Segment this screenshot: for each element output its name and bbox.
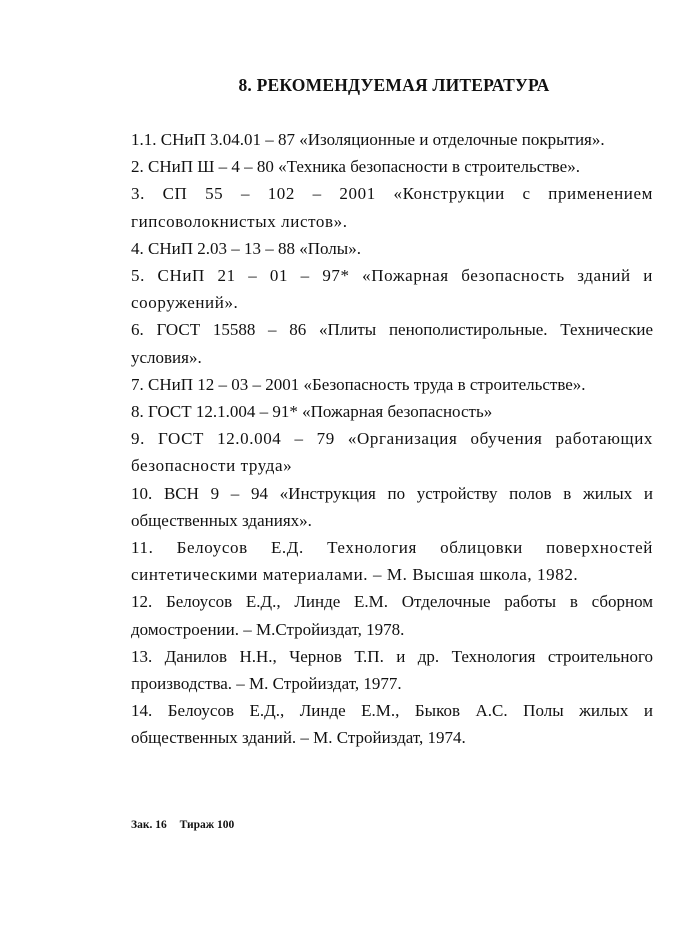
reference-item: 2. СНиП Ш – 4 – 80 «Техника безопасности в строительстве».: [131, 157, 580, 177]
reference-list: [131, 126, 653, 752]
reference-item: 1.1. СНиП 3.04.01 – 87 «Изоляционные и отделочные покрытия».: [131, 130, 605, 149]
section-title: 8. РЕКОМЕНДУЕМАЯ ЛИТЕРАТУРА: [238, 75, 550, 95]
order-number: Зак. 16: [131, 819, 167, 831]
reference-item: 10. ВСН 9 – 94 «Инструкция по устройству полов в жилых и общественных зданиях».: [131, 483, 653, 530]
reference-item: 13. Данилов Н.Н., Чернов Т.П. и др. Технология строительного производства. – М. Стройиздат, 1977.: [131, 646, 653, 694]
reference-item: 14. Белоусов Е.Д., Линде Е.М., Быков А.С. Полы жилых и общественных зданий. – М. Стройиздат, 1974.: [131, 701, 653, 748]
reference-item: 9. ГОСТ 12.0.004 – 79 «Организация обучения работающих безопасности труда»: [131, 429, 653, 476]
reference-item: 3. СП 55 – 102 – 2001 «Конструкции с применением гипсоволокнистых листов».: [131, 184, 653, 231]
print-footer: [131, 819, 234, 831]
reference-item: 5. СНиП 21 – 01 – 97* «Пожарная безопасность зданий и сооружений».: [131, 266, 653, 313]
reference-item: 8. ГОСТ 12.1.004 – 91* «Пожарная безопасность»: [131, 402, 493, 422]
reference-item: 4. СНиП 2.03 – 13 – 88 «Полы».: [131, 238, 361, 258]
reference-item: 6. ГОСТ 15588 – 86 «Плиты пенополистирольные. Технические условия».: [131, 320, 653, 367]
reference-item: 11. Белоусов Е.Д. Технология облицовки поверхностей синтетическими материалами. – М. Высшая школа, 1982.: [131, 538, 653, 585]
reference-item: 7. СНиП 12 – 03 – 2001 «Безопасность труда в строительстве».: [131, 374, 586, 394]
reference-item: 12. Белоусов Е.Д., Линде Е.М. Отделочные работы в сборном домостроении. – М.Стройиздат, 1978.: [131, 592, 653, 639]
print-run: Тираж 100: [179, 819, 235, 831]
